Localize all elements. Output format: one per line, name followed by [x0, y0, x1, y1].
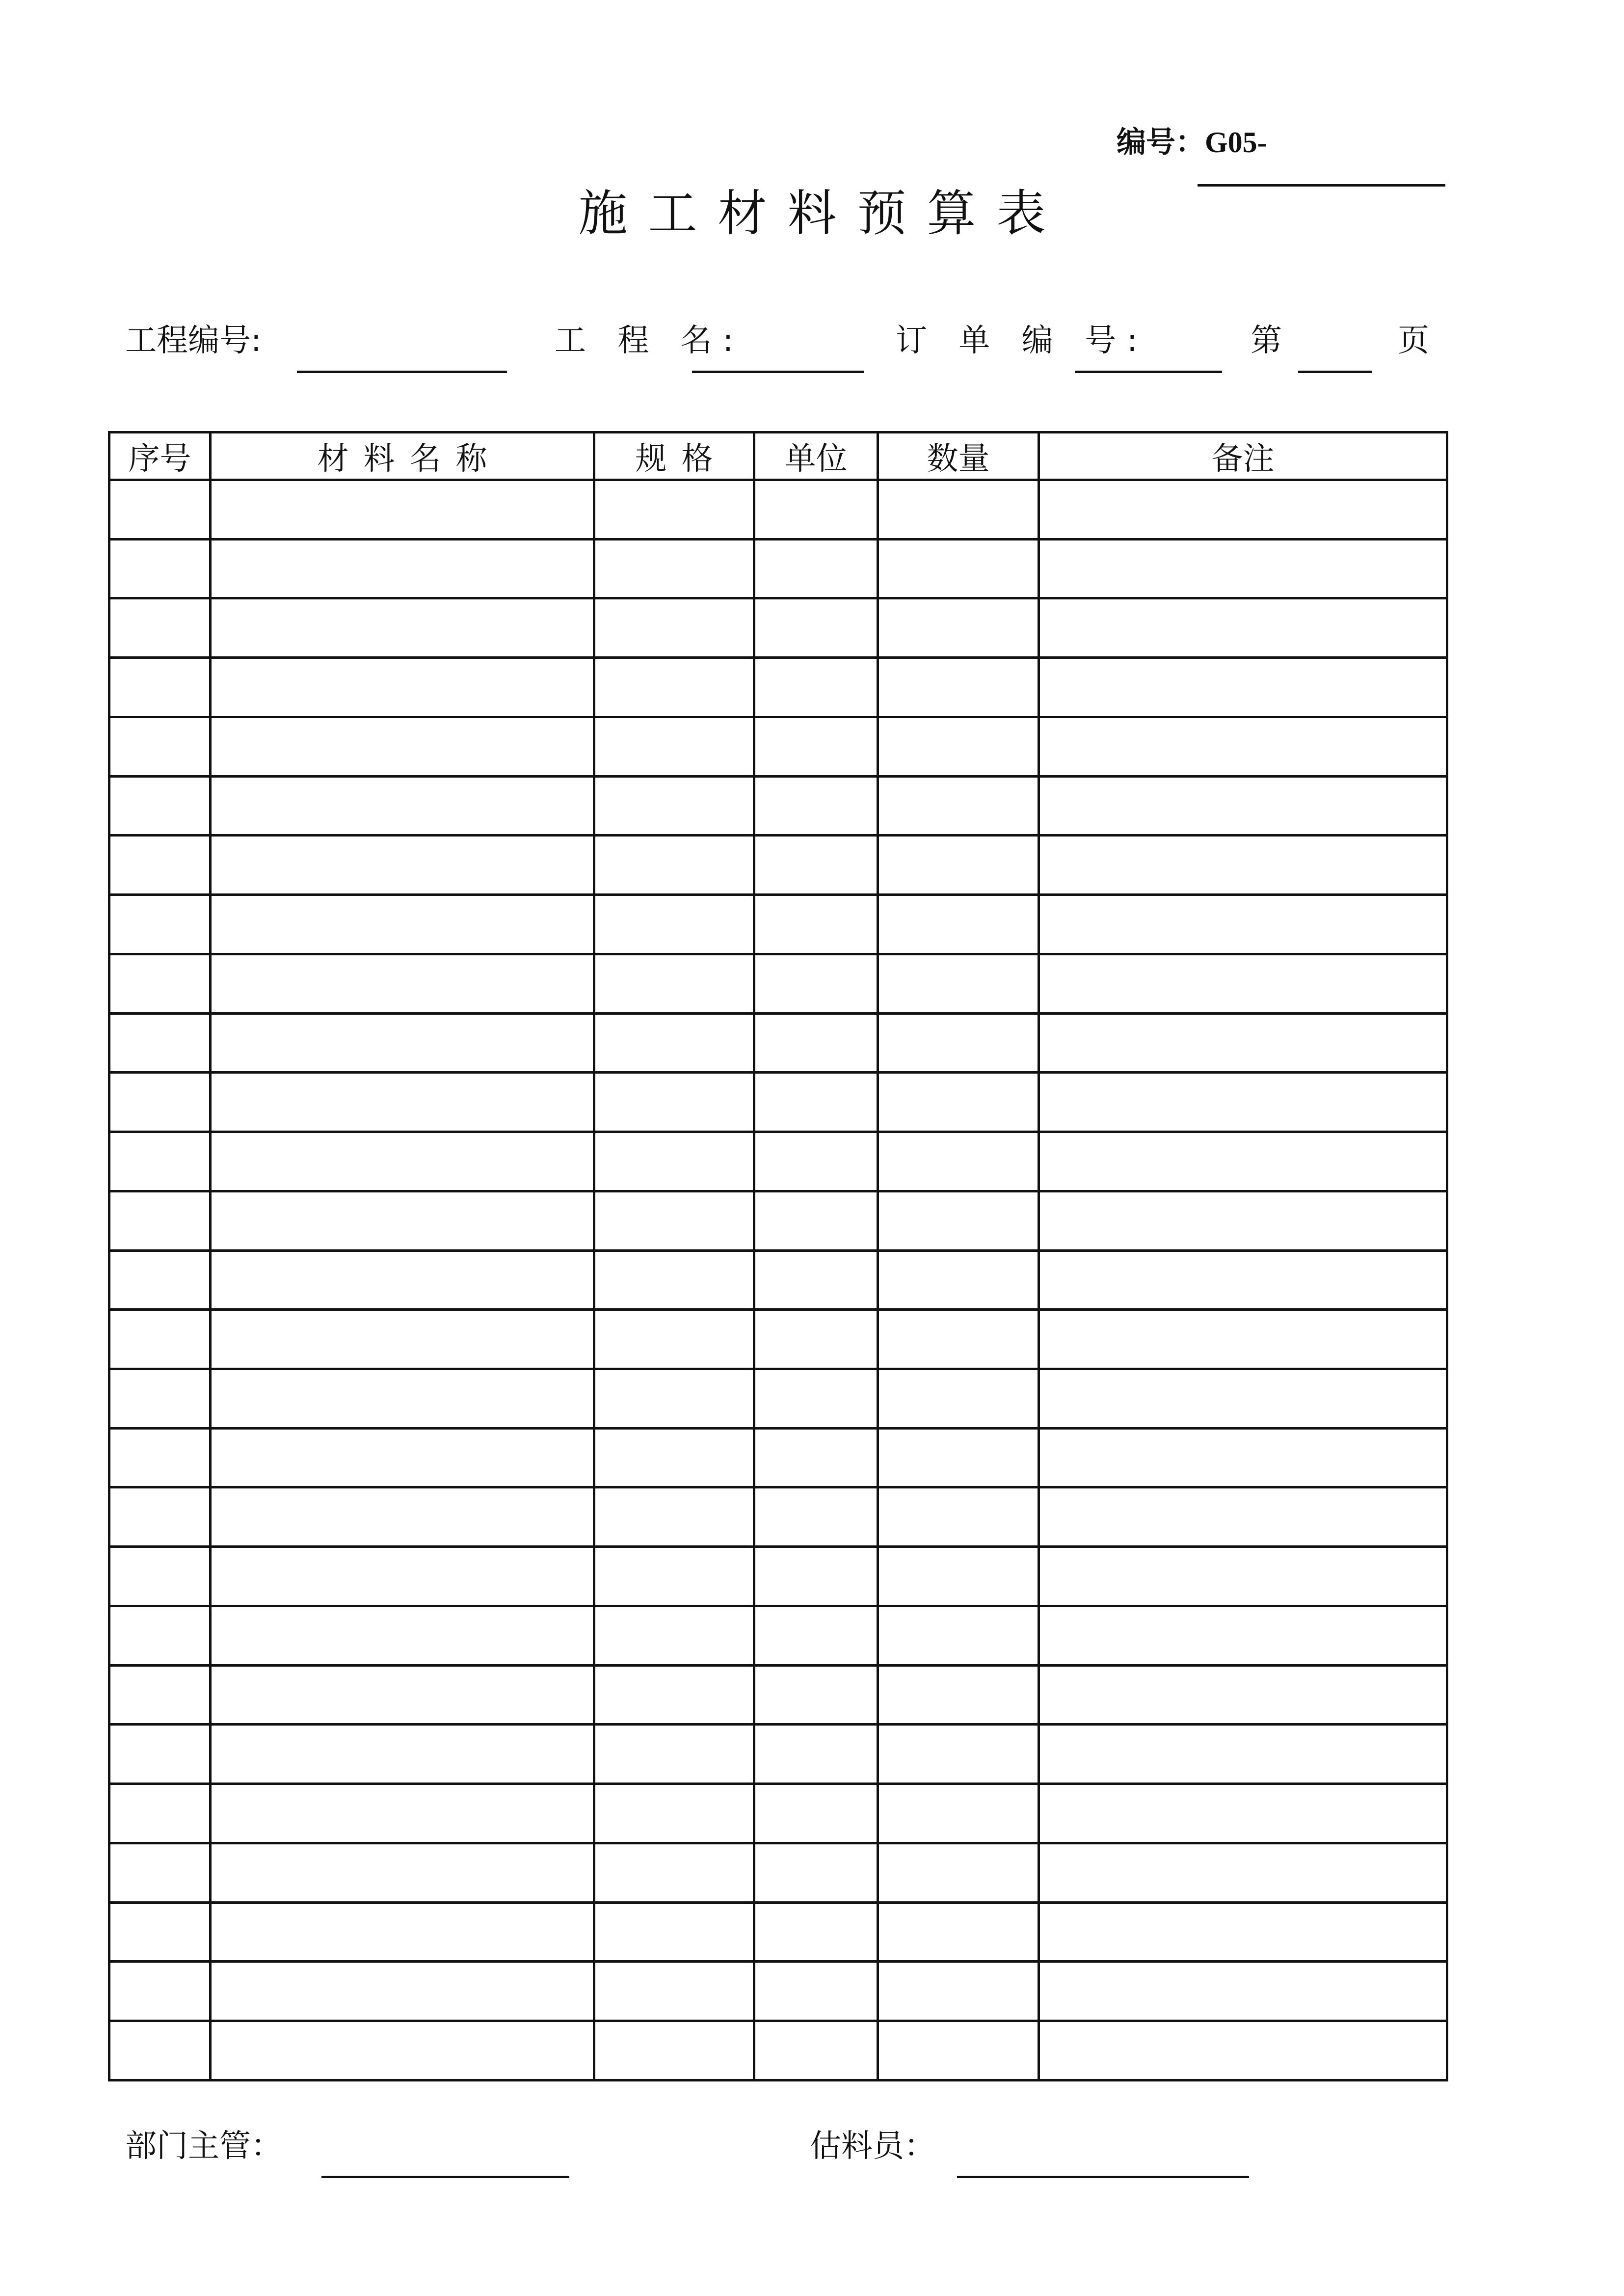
project-no-field[interactable]	[297, 371, 507, 373]
cell-spec[interactable]	[594, 1369, 754, 1429]
cell-unit[interactable]	[754, 1310, 878, 1369]
table-row	[109, 1428, 1447, 1487]
cell-remarks[interactable]	[1039, 598, 1447, 658]
cell-spec[interactable]	[594, 1665, 754, 1725]
cell-remarks[interactable]	[1039, 1132, 1447, 1191]
cell-unit[interactable]	[754, 1843, 878, 1902]
cell-spec[interactable]	[594, 480, 754, 540]
cell-remarks[interactable]	[1039, 1902, 1447, 1962]
cell-remarks[interactable]	[1039, 1369, 1447, 1429]
cell-remarks[interactable]	[1039, 1428, 1447, 1487]
cell-remarks[interactable]	[1039, 1547, 1447, 1606]
cell-seq[interactable]	[109, 539, 211, 598]
cell-unit[interactable]	[754, 776, 878, 836]
cell-quantity[interactable]	[878, 480, 1039, 540]
order-no-field[interactable]	[1075, 371, 1222, 373]
cell-unit[interactable]	[754, 1725, 878, 1784]
order-no-label: 订 单 编 号:	[896, 323, 1148, 359]
cell-quantity[interactable]	[878, 1962, 1039, 2021]
cell-unit[interactable]	[754, 954, 878, 1013]
cell-material-name[interactable]	[211, 1547, 594, 1606]
estimator-label: 估料员：	[810, 2128, 935, 2164]
cell-spec[interactable]	[594, 1725, 754, 1784]
table-row	[109, 717, 1447, 776]
cell-spec[interactable]	[594, 1487, 754, 1547]
cell-quantity[interactable]	[878, 1250, 1039, 1310]
cell-material-name[interactable]	[211, 776, 594, 836]
table-row	[109, 1962, 1447, 2021]
cell-quantity[interactable]	[878, 1902, 1039, 1962]
header-remarks: 备注	[1039, 432, 1447, 480]
cell-remarks[interactable]	[1039, 1962, 1447, 2021]
cell-spec[interactable]	[594, 895, 754, 954]
cell-remarks[interactable]	[1039, 1665, 1447, 1725]
cell-seq[interactable]	[109, 1665, 211, 1725]
cell-seq[interactable]	[109, 1428, 211, 1487]
cell-remarks[interactable]	[1039, 776, 1447, 836]
cell-unit[interactable]	[754, 717, 878, 776]
cell-quantity[interactable]	[878, 1843, 1039, 1902]
cell-material-name[interactable]	[211, 1843, 594, 1902]
cell-spec[interactable]	[594, 1962, 754, 2021]
cell-quantity[interactable]	[878, 1073, 1039, 1132]
table-row	[109, 1310, 1447, 1369]
cell-quantity[interactable]	[878, 1369, 1039, 1429]
cell-material-name[interactable]	[211, 1073, 594, 1132]
header-material-name: 材料名称	[211, 432, 594, 480]
cell-material-name[interactable]	[211, 954, 594, 1013]
cell-seq[interactable]	[109, 1547, 211, 1606]
table-row	[109, 1073, 1447, 1132]
cell-unit[interactable]	[754, 1073, 878, 1132]
cell-quantity[interactable]	[878, 1606, 1039, 1665]
cell-material-name[interactable]	[211, 598, 594, 658]
cell-remarks[interactable]	[1039, 895, 1447, 954]
cell-seq[interactable]	[109, 1310, 211, 1369]
cell-material-name[interactable]	[211, 1428, 594, 1487]
cell-quantity[interactable]	[878, 1665, 1039, 1725]
cell-seq[interactable]	[109, 1191, 211, 1250]
cell-material-name[interactable]	[211, 1606, 594, 1665]
header-unit: 单位	[754, 432, 878, 480]
cell-spec[interactable]	[594, 598, 754, 658]
cell-spec[interactable]	[594, 776, 754, 836]
cell-quantity[interactable]	[878, 1487, 1039, 1547]
cell-quantity[interactable]	[878, 2021, 1039, 2080]
cell-seq[interactable]	[109, 1369, 211, 1429]
table-row	[109, 895, 1447, 954]
cell-unit[interactable]	[754, 1962, 878, 2021]
project-name-label: 工 程 名:	[555, 323, 745, 359]
cell-unit[interactable]	[754, 2021, 878, 2080]
cell-quantity[interactable]	[878, 895, 1039, 954]
cell-remarks[interactable]	[1039, 717, 1447, 776]
cell-material-name[interactable]	[211, 895, 594, 954]
supervisor-label: 部门主管：	[125, 2128, 282, 2164]
cell-spec[interactable]	[594, 1250, 754, 1310]
materials-table	[108, 431, 1448, 2081]
cell-seq[interactable]	[109, 836, 211, 895]
cell-quantity[interactable]	[878, 598, 1039, 658]
cell-spec[interactable]	[594, 1902, 754, 1962]
cell-remarks[interactable]	[1039, 1843, 1447, 1902]
cell-spec[interactable]	[594, 2021, 754, 2080]
cell-remarks[interactable]	[1039, 539, 1447, 598]
cell-seq[interactable]	[109, 1606, 211, 1665]
cell-quantity[interactable]	[878, 1784, 1039, 1843]
header-seq: 序号	[109, 432, 211, 480]
cell-material-name[interactable]	[211, 836, 594, 895]
cell-quantity[interactable]	[878, 658, 1039, 717]
cell-remarks[interactable]	[1039, 1191, 1447, 1250]
cell-remarks[interactable]	[1039, 1784, 1447, 1843]
cell-remarks[interactable]	[1039, 2021, 1447, 2080]
cell-unit[interactable]	[754, 836, 878, 895]
project-no-label: 工程编号:	[125, 323, 262, 359]
cell-material-name[interactable]	[211, 1962, 594, 2021]
cell-material-name[interactable]	[211, 1725, 594, 1784]
table-row	[109, 1725, 1447, 1784]
table-row	[109, 776, 1447, 836]
table-row	[109, 658, 1447, 717]
cell-unit[interactable]	[754, 1665, 878, 1725]
cell-spec[interactable]	[594, 1013, 754, 1073]
cell-unit[interactable]	[754, 1547, 878, 1606]
table-row	[109, 954, 1447, 1013]
table-row	[109, 1132, 1447, 1191]
doc-number-label: 编号：G05-	[1117, 126, 1267, 159]
cell-quantity[interactable]	[878, 1725, 1039, 1784]
cell-spec[interactable]	[594, 1073, 754, 1132]
cell-unit[interactable]	[754, 1902, 878, 1962]
supervisor-field[interactable]	[321, 2176, 569, 2178]
cell-seq[interactable]	[109, 1073, 211, 1132]
page-prefix-label: 第	[1251, 323, 1282, 359]
cell-seq[interactable]	[109, 1013, 211, 1073]
cell-material-name[interactable]	[211, 539, 594, 598]
cell-quantity[interactable]	[878, 1013, 1039, 1073]
cell-seq[interactable]	[109, 1487, 211, 1547]
cell-material-name[interactable]	[211, 480, 594, 540]
cell-quantity[interactable]	[878, 836, 1039, 895]
cell-unit[interactable]	[754, 1132, 878, 1191]
cell-spec[interactable]	[594, 539, 754, 598]
table-row	[109, 1369, 1447, 1429]
cell-remarks[interactable]	[1039, 1487, 1447, 1547]
table-row	[109, 1191, 1447, 1250]
cell-spec[interactable]	[594, 1843, 754, 1902]
cell-material-name[interactable]	[211, 717, 594, 776]
table-row	[109, 1606, 1447, 1665]
cell-seq[interactable]	[109, 480, 211, 540]
cell-quantity[interactable]	[878, 717, 1039, 776]
cell-material-name[interactable]	[211, 1487, 594, 1547]
table-header-row	[109, 432, 1447, 480]
cell-remarks[interactable]	[1039, 658, 1447, 717]
cell-seq[interactable]	[109, 598, 211, 658]
header-quantity: 数量	[878, 432, 1039, 480]
cell-remarks[interactable]	[1039, 1250, 1447, 1310]
table-row	[109, 539, 1447, 598]
cell-seq[interactable]	[109, 717, 211, 776]
cell-quantity[interactable]	[878, 1428, 1039, 1487]
cell-quantity[interactable]	[878, 1547, 1039, 1606]
table-row	[109, 1665, 1447, 1725]
cell-material-name[interactable]	[211, 1902, 594, 1962]
cell-material-name[interactable]	[211, 1310, 594, 1369]
cell-material-name[interactable]	[211, 1784, 594, 1843]
table-row	[109, 2021, 1447, 2080]
table-row	[109, 1013, 1447, 1073]
cell-seq[interactable]	[109, 1250, 211, 1310]
page-title: 施工材料预算表	[578, 185, 1066, 242]
cell-remarks[interactable]	[1039, 1013, 1447, 1073]
cell-material-name[interactable]	[211, 1665, 594, 1725]
cell-spec[interactable]	[594, 1784, 754, 1843]
cell-unit[interactable]	[754, 598, 878, 658]
page-suffix-label: 页	[1398, 323, 1429, 359]
cell-unit[interactable]	[754, 1250, 878, 1310]
table-row	[109, 1843, 1447, 1902]
cell-spec[interactable]	[594, 1191, 754, 1250]
cell-seq[interactable]	[109, 1132, 211, 1191]
cell-material-name[interactable]	[211, 1369, 594, 1429]
cell-unit[interactable]	[754, 1369, 878, 1429]
cell-seq[interactable]	[109, 895, 211, 954]
page-number-field[interactable]	[1298, 371, 1372, 373]
cell-seq[interactable]	[109, 954, 211, 1013]
table-body	[109, 480, 1447, 2080]
table-row	[109, 1487, 1447, 1547]
cell-quantity[interactable]	[878, 1132, 1039, 1191]
cell-remarks[interactable]	[1039, 954, 1447, 1013]
cell-quantity[interactable]	[878, 1310, 1039, 1369]
table-row	[109, 598, 1447, 658]
cell-remarks[interactable]	[1039, 1725, 1447, 1784]
cell-spec[interactable]	[594, 836, 754, 895]
cell-unit[interactable]	[754, 539, 878, 598]
cell-remarks[interactable]	[1039, 1310, 1447, 1369]
cell-unit[interactable]	[754, 1191, 878, 1250]
cell-material-name[interactable]	[211, 1013, 594, 1073]
cell-unit[interactable]	[754, 1428, 878, 1487]
cell-seq[interactable]	[109, 658, 211, 717]
cell-material-name[interactable]	[211, 1132, 594, 1191]
cell-remarks[interactable]	[1039, 1606, 1447, 1665]
cell-material-name[interactable]	[211, 1191, 594, 1250]
table-row	[109, 836, 1447, 895]
cell-quantity[interactable]	[878, 954, 1039, 1013]
cell-material-name[interactable]	[211, 658, 594, 717]
project-name-field[interactable]	[692, 371, 864, 373]
cell-spec[interactable]	[594, 658, 754, 717]
table-row	[109, 1902, 1447, 1962]
cell-remarks[interactable]	[1039, 836, 1447, 895]
cell-spec[interactable]	[594, 1132, 754, 1191]
cell-seq[interactable]	[109, 1784, 211, 1843]
header-spec: 规格	[594, 432, 754, 480]
cell-material-name[interactable]	[211, 2021, 594, 2080]
cell-remarks[interactable]	[1039, 480, 1447, 540]
cell-spec[interactable]	[594, 717, 754, 776]
table-row	[109, 1784, 1447, 1843]
cell-quantity[interactable]	[878, 1191, 1039, 1250]
cell-unit[interactable]	[754, 480, 878, 540]
cell-unit[interactable]	[754, 895, 878, 954]
cell-spec[interactable]	[594, 1547, 754, 1606]
cell-unit[interactable]	[754, 1606, 878, 1665]
cell-unit[interactable]	[754, 1013, 878, 1073]
cell-seq[interactable]	[109, 1725, 211, 1784]
table-row	[109, 1250, 1447, 1310]
cell-quantity[interactable]	[878, 539, 1039, 598]
cell-material-name[interactable]	[211, 1250, 594, 1310]
cell-quantity[interactable]	[878, 776, 1039, 836]
cell-seq[interactable]	[109, 776, 211, 836]
table-row	[109, 1547, 1447, 1606]
cell-remarks[interactable]	[1039, 1073, 1447, 1132]
cell-unit[interactable]	[754, 1487, 878, 1547]
cell-seq[interactable]	[109, 2021, 211, 2080]
cell-seq[interactable]	[109, 1962, 211, 2021]
cell-spec[interactable]	[594, 954, 754, 1013]
table-row	[109, 480, 1447, 540]
cell-spec[interactable]	[594, 1428, 754, 1487]
cell-spec[interactable]	[594, 1606, 754, 1665]
cell-spec[interactable]	[594, 1310, 754, 1369]
cell-seq[interactable]	[109, 1902, 211, 1962]
cell-unit[interactable]	[754, 1784, 878, 1843]
cell-unit[interactable]	[754, 658, 878, 717]
cell-seq[interactable]	[109, 1843, 211, 1902]
estimator-field[interactable]	[957, 2176, 1249, 2178]
